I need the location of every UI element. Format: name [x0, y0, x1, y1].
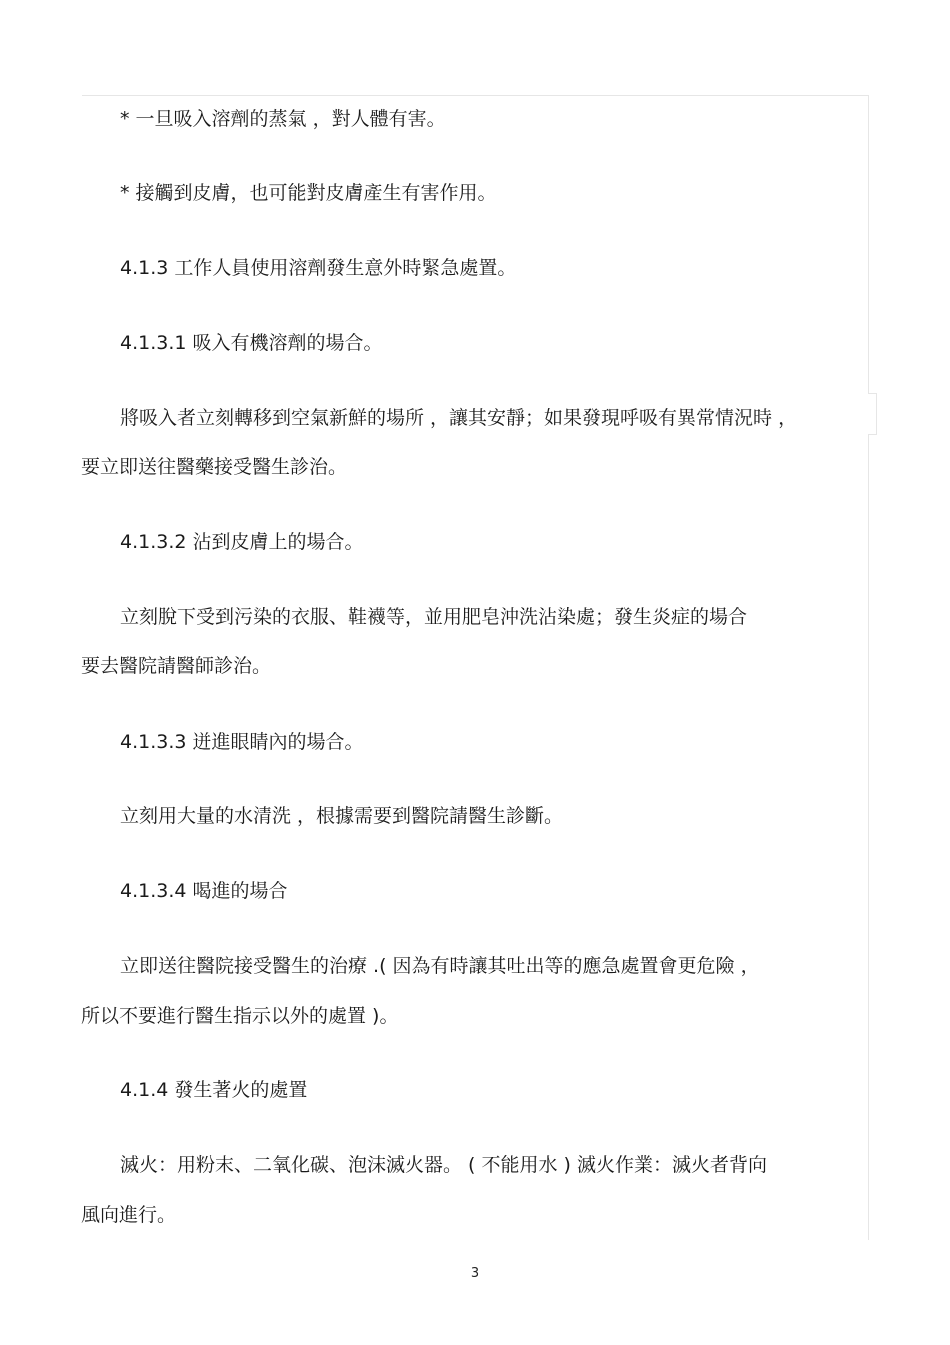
bullet-skin-hazard: * 接觸到皮膚，也可能對皮膚產生有害作用。: [120, 182, 497, 204]
page-border-right: [868, 95, 869, 1240]
paragraph-ingestion-line-2: 所以不要進行醫生指示以外的處置 )。: [81, 1005, 399, 1027]
paragraph-skin-line-2: 要去醫院請醫師診治。: [81, 655, 272, 677]
section-heading-4-1-3-2: 4.1.3.2 沾到皮膚上的場合。: [120, 531, 364, 553]
section-heading-4-1-3-4: 4.1.3.4 喝進的場合: [120, 880, 288, 902]
paragraph-ingestion-line-1: 立即送往醫院接受醫生的治療 .( 因為有時讓其吐出等的應急處置會更危險 ，: [120, 955, 760, 977]
paragraph-inhalation-line-2: 要立即送往醫藥接受醫生診治。: [81, 456, 348, 478]
paragraph-eye: 立刻用大量的水清洗 ，根據需要到醫院請醫生診斷。: [120, 805, 564, 827]
paragraph-fire-line-2: 風向進行。: [81, 1204, 177, 1226]
paragraph-skin-line-1: 立刻脫下受到污染的衣服、鞋襪等，並用肥皂沖洗沾染處；發生炎症的場合: [120, 606, 748, 628]
page-border-top: [82, 95, 868, 96]
bullet-inhalation-hazard: * 一旦吸入溶劑的蒸氣 ，對人體有害。: [120, 108, 446, 130]
section-heading-4-1-3-3: 4.1.3.3 迸進眼睛內的場合。: [120, 731, 364, 753]
page-number: 3: [470, 1266, 480, 1281]
paragraph-inhalation-line-1: 將吸入者立刻轉移到空氣新鮮的場所 ，讓其安靜；如果發現呼吸有異常情況時 ，: [120, 407, 798, 429]
paragraph-fire-line-1: 滅火：用粉末、二氧化碳、泡沫滅火器。 ( 不能用水 ) 滅火作業：滅火者背向: [120, 1154, 767, 1176]
section-heading-4-1-4: 4.1.4 發生著火的處置: [120, 1079, 308, 1101]
section-heading-4-1-3-1: 4.1.3.1 吸入有機溶劑的場合。: [120, 332, 383, 354]
section-heading-4-1-3: 4.1.3 工作人員使用溶劑發生意外時緊急處置。: [120, 257, 517, 279]
page-border-notch: [868, 393, 877, 435]
